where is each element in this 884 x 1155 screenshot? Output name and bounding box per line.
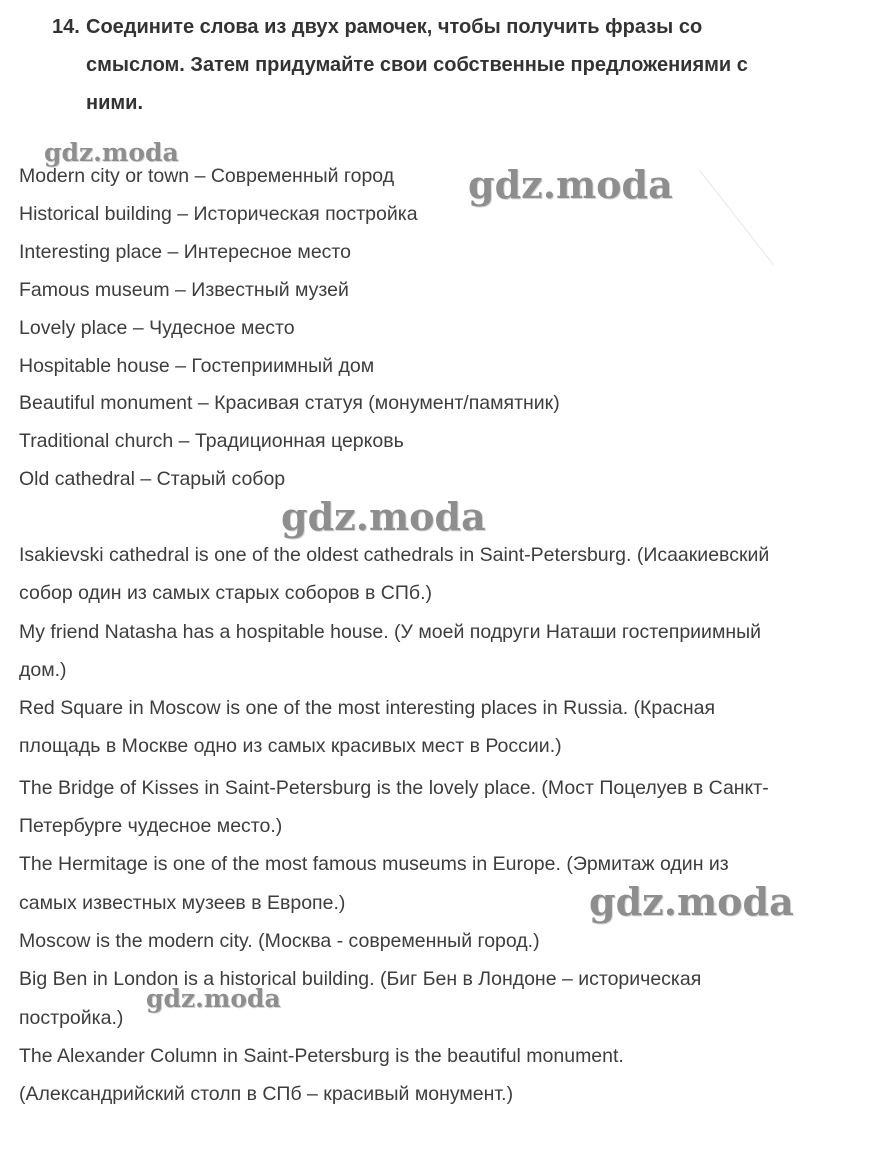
sentence-line: The Hermitage is one of the most famous museums in Europe. (Эрмитаж один из (19, 853, 729, 876)
phrase-item: Traditional church – Традиционная церковь (19, 430, 404, 453)
phrase-item: Lovely place – Чудесное место (19, 316, 295, 339)
phrase-item: Old cathedral – Старый собор (19, 468, 286, 491)
task-line-2: смыслом. Затем придумайте свои собственные предложениями с (86, 54, 748, 76)
sentence-line: площадь в Москве одно из самых красивых мест в России.) (19, 735, 562, 758)
phrase-item: Hospitable house – Гостеприимный дом (19, 354, 375, 377)
sentence-line: The Bridge of Kisses in Saint-Petersburg is the lovely place. (Мост Поцелуев в Санкт- (19, 776, 769, 799)
phrase-item: Interesting place – Интересное место (19, 240, 351, 263)
task-line-3: ними. (86, 92, 144, 114)
watermark-logo: gdz.moda (281, 494, 486, 539)
sentence-line: (Александрийский столп в СПб – красивый монумент.) (19, 1083, 514, 1106)
sentence-line: Isakievski cathedral is one of the oldest cathedrals in Saint-Petersburg. (Исаакиевский (19, 544, 770, 566)
watermark-logo: gdz.moda (146, 984, 281, 1013)
watermark-logo: gdz.moda (468, 162, 673, 207)
sentence-line: дом.) (19, 658, 67, 681)
sentence-line: Big Ben in London is a historical building. (Биг Бен в Лондоне – историческая (19, 968, 702, 991)
sentence-line: The Alexander Column in Saint-Petersburg is the beautiful monument. (19, 1044, 624, 1067)
watermark-logo: gdz.moda (44, 138, 179, 167)
sentence-line: Moscow is the modern city. (Москва - современный город.) (19, 929, 540, 952)
phrase-item: Famous museum – Известный музей (19, 278, 349, 301)
sentence-line: Red Square in Moscow is one of the most interesting places in Russia. (Красная (19, 697, 716, 720)
sentence-line: Петербурге чудесное место.) (19, 815, 283, 838)
scan-artifact-line (699, 170, 774, 265)
watermark-logo: gdz.moda (589, 879, 794, 924)
phrase-item: Modern city or town – Современный город (19, 165, 395, 187)
sentence-line: собор один из самых старых соборов в СПб.) (19, 582, 432, 605)
example-sentences (19, 536, 879, 1113)
task-line-1: 14. Соедините слова из двух рамочек, чтобы получить фразы со (52, 8, 842, 46)
phrase-list (19, 158, 560, 499)
phrase-item: Historical building – Историческая постройка (19, 202, 418, 225)
sentence-line: самых известных музеев в Европе.) (19, 891, 346, 914)
sentence-line: постройка.) (19, 1006, 124, 1029)
task-number: 14. (52, 16, 80, 38)
sentence-line: My friend Natasha has a hospitable house. (У моей подруги Наташи гостеприимный (19, 620, 762, 643)
task-heading (52, 8, 842, 122)
phrase-item: Beautiful monument – Красивая статуя (монумент/памятник) (19, 392, 560, 415)
